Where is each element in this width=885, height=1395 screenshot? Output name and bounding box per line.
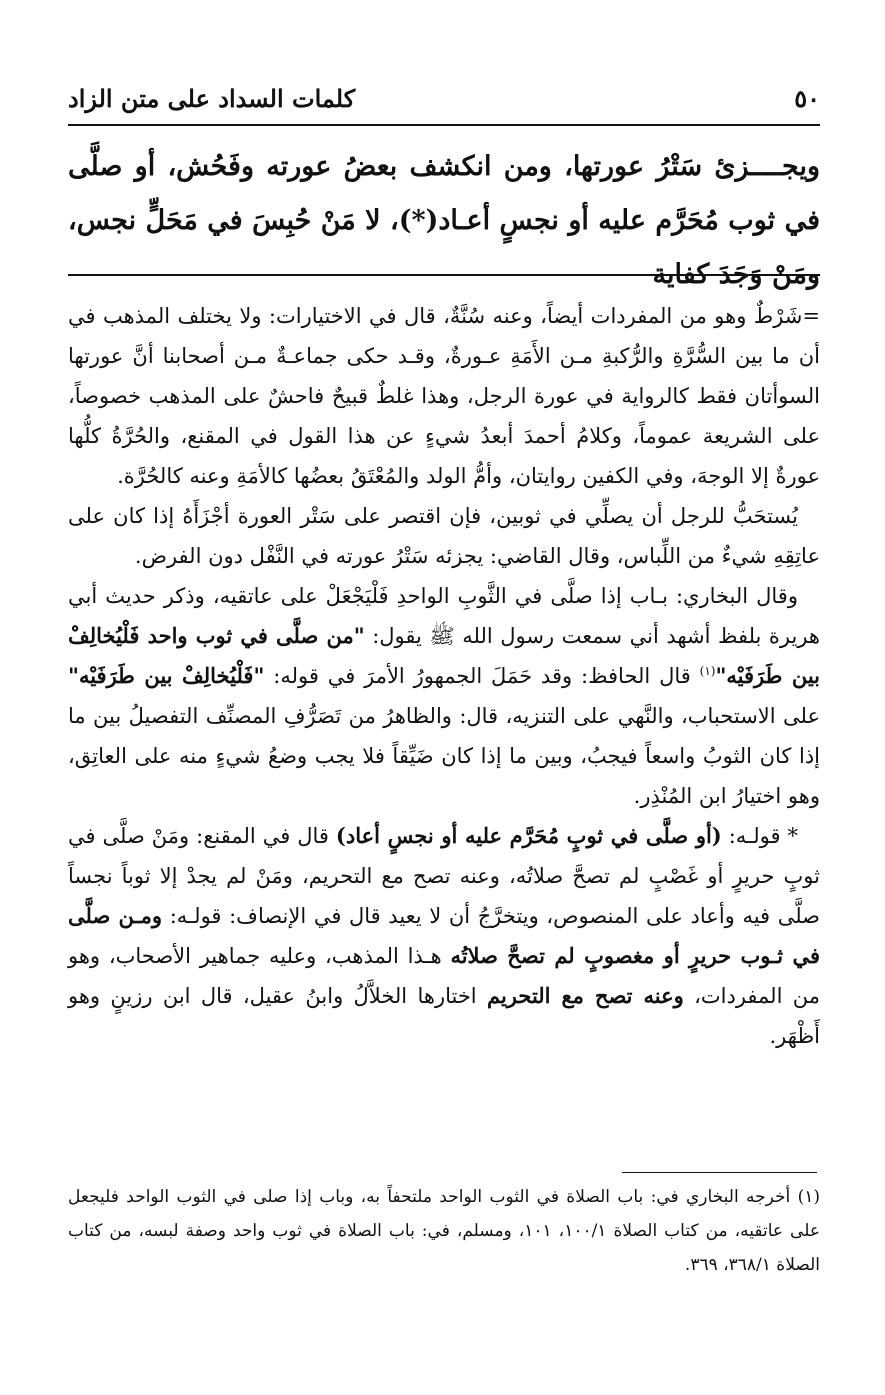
conclusion-text: اختارها الخلاَّلُ وابنُ عقيل، قال ابن رزينٍ وهو أَظْهَر. — [68, 984, 820, 1048]
matn-text-block — [68, 140, 820, 302]
insaf-quote: ومـن صلَّى في ثـوب حريرٍ أو مغصوبٍ لم تصحَّ صلاتُه — [68, 903, 820, 968]
matn-divider — [68, 274, 820, 276]
matn-paragraph: ويجــــزئ سَتْرُ عورتها، ومن انكشف بعضُ عورته وفَحُش، أو صلَّى في ثوب مُحَرَّم عليه أو نجسٍ أعـاد(*)، لا مَنْ حُبِسَ في مَحَلٍّ نجس، ومَنْ وَجَدَ كفاية — [68, 151, 820, 290]
running-title: كلمات السداد على متن الزاد — [68, 84, 356, 113]
commentary-paragraph-2: يُستحَبُّ للرجل أن يصلِّي في ثوبين، فإن اقتصر على سَتْر العورة أجْزَأَهُ إذا كان على عاتِقِهِ شيءٌ من اللِّباس، وقال القاضي: يجزئه سَتْرُ عورته في النَّفْل دون الفرض. — [68, 504, 820, 568]
riwaya-quote: وعنه تصح مع التحريم — [486, 983, 684, 1008]
footnote-1: (١) أخرجه البخاري في: باب الصلاة في الثوب الواحد ملتحفاً به، وباب إذا صلى في الثوب الواحد فليجعل على عاتقيه، من كتاب الصلاة ١٠٠/١، ١٠١، ومسلم، في: باب الصلاة في ثوب واحد وصفة لبسه، من كتاب الصلاة ٣٦٨/١، ٣٦٩. — [68, 1187, 821, 1275]
commentary-paragraph-4 — [68, 816, 820, 1056]
commentary-paragraph-3 — [68, 576, 820, 816]
hadith-quote-repeat: "فَلْيُخالِفْ بين طَرَفَيْه" — [68, 663, 265, 688]
page-header — [68, 78, 820, 118]
hadith-quote: "من صلَّى في ثوب واحد فَلْيُخالِفْ بين طَرَفَيْه" — [68, 623, 821, 688]
muqni-text: قال في المقنع: ومَنْ صلَّى في ثوبٍ حريرٍ أو غَصْبٍ لم تصحَّ صلاتُه، وعنه تصح مع التحريم، ومَنْ لم يجدْ إلا ثوباً نجساً صلَّى فيه وأعاد على المنصوص، ويتخرَّجُ أن لا يعيد قال في الإنصاف: قولـه: — [68, 824, 820, 928]
commentary-block — [68, 296, 820, 1056]
qawluhu-marker: * قولـه: — [721, 824, 798, 848]
matn-quote: (أو صلَّى في ثوبٍ مُحَرَّم عليه أو نجسٍ أعاد) — [335, 823, 722, 848]
madhhab-note: هـذا المذهب، وعليه جماهير الأصحاب، وهو من المفردات، — [68, 944, 820, 1008]
commentary-paragraph-1: =شَرْطٌ وهو من المفردات أيضاً، وعنه سُنَّةٌ، قال في الاختيارات: ولا يختلف المذهب في أن ما بين السُّرَّةِ والرُّكبةِ مـن الأَمَةِ عـورةٌ، وقـد حكى جماعـةٌ مـن أصحابنا أنَّ عورتها السوأتان فقط كالرواية في عورة الرجل، وهذا غلطٌ قبيحٌ فاحشٌ على المذهب خصوصاً، على الشريعة عموماً، وكلامُ أحمدَ أبعدُ شيءٍ عن هذا القول في المقنع، والحُرَّةُ كلُّها عورةٌ إلا الوجهَ، وفي الكفين روايتان، وأمُّ الولد والمُعْتَقُ بعضُها كالأمَةِ وعنه كالحُرَّة. — [68, 304, 820, 488]
hafiz-intro: قال الحافظ: وقد حَمَلَ الجمهورُ الأمرَ في قوله: — [264, 664, 700, 688]
page-number: ٥٠ — [794, 84, 820, 113]
header-divider — [68, 124, 820, 126]
hafiz-comment: على الاستحباب، والنَّهي على التنزيه، قال: والظاهرُ من تَصَرُّفِ المصنِّف التفصيلُ بين ما إذا كان الثوبُ واسعاً فيجبُ، وبين ما إذا كان ضَيِّقاً فلا يجب وضعُ شيءٍ منه على العاتِق، وهو اختيارُ ابن المُنْذِر. — [68, 704, 820, 808]
footnote-divider — [622, 1172, 817, 1173]
footnote-block — [68, 1180, 820, 1282]
bukhari-intro: وقال البخاري: بـاب إذا صلَّى في الثَّوبِ الواحدِ فَلْيَجْعَلْ على عاتقيه، وذكر حديث أبي هريرة بلفظ أشهد أني سمعت رسول الله ﷺ يقول: — [68, 584, 820, 648]
footnote-reference: (١) — [699, 664, 716, 678]
